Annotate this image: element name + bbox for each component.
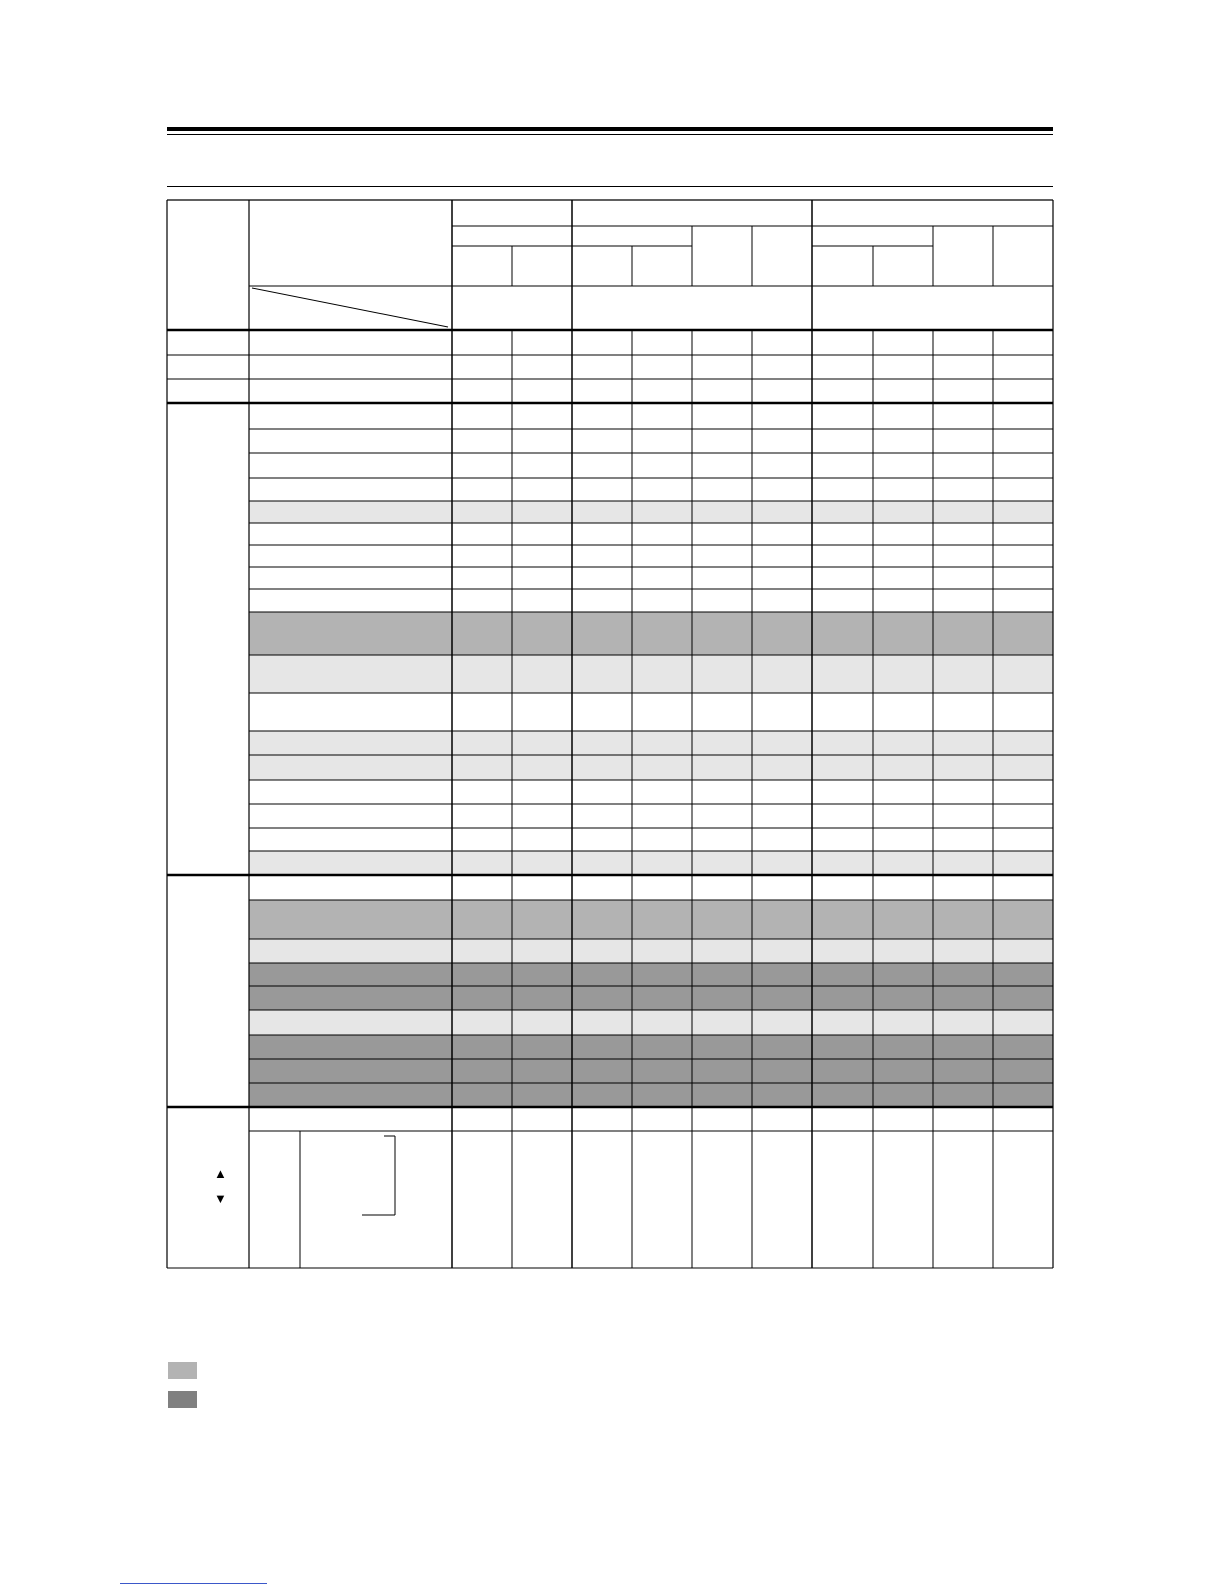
- table-row-shade: [249, 1059, 1053, 1083]
- table-row-shade: [249, 1035, 1053, 1059]
- table-row-shade: [249, 655, 1053, 693]
- table-row-shade: [249, 939, 1053, 963]
- table-row-shade: [249, 900, 1053, 939]
- table-row-shade: [249, 1083, 1053, 1107]
- up-arrow-icon: ▲: [214, 1166, 227, 1181]
- legend-light-swatch: [168, 1362, 197, 1379]
- table-row-shade: [249, 731, 1053, 755]
- table-row-shade: [249, 851, 1053, 875]
- header-diagonal: [252, 288, 448, 327]
- legend-dark-swatch: [168, 1391, 197, 1408]
- table-row-shade: [249, 963, 1053, 986]
- table-row-shade: [249, 755, 1053, 780]
- down-arrow-icon: ▼: [214, 1191, 227, 1206]
- table-row-shade: [249, 1010, 1053, 1035]
- table-row-shade: [249, 612, 1053, 655]
- table-row-shade: [249, 986, 1053, 1010]
- table-row-shade: [249, 501, 1053, 523]
